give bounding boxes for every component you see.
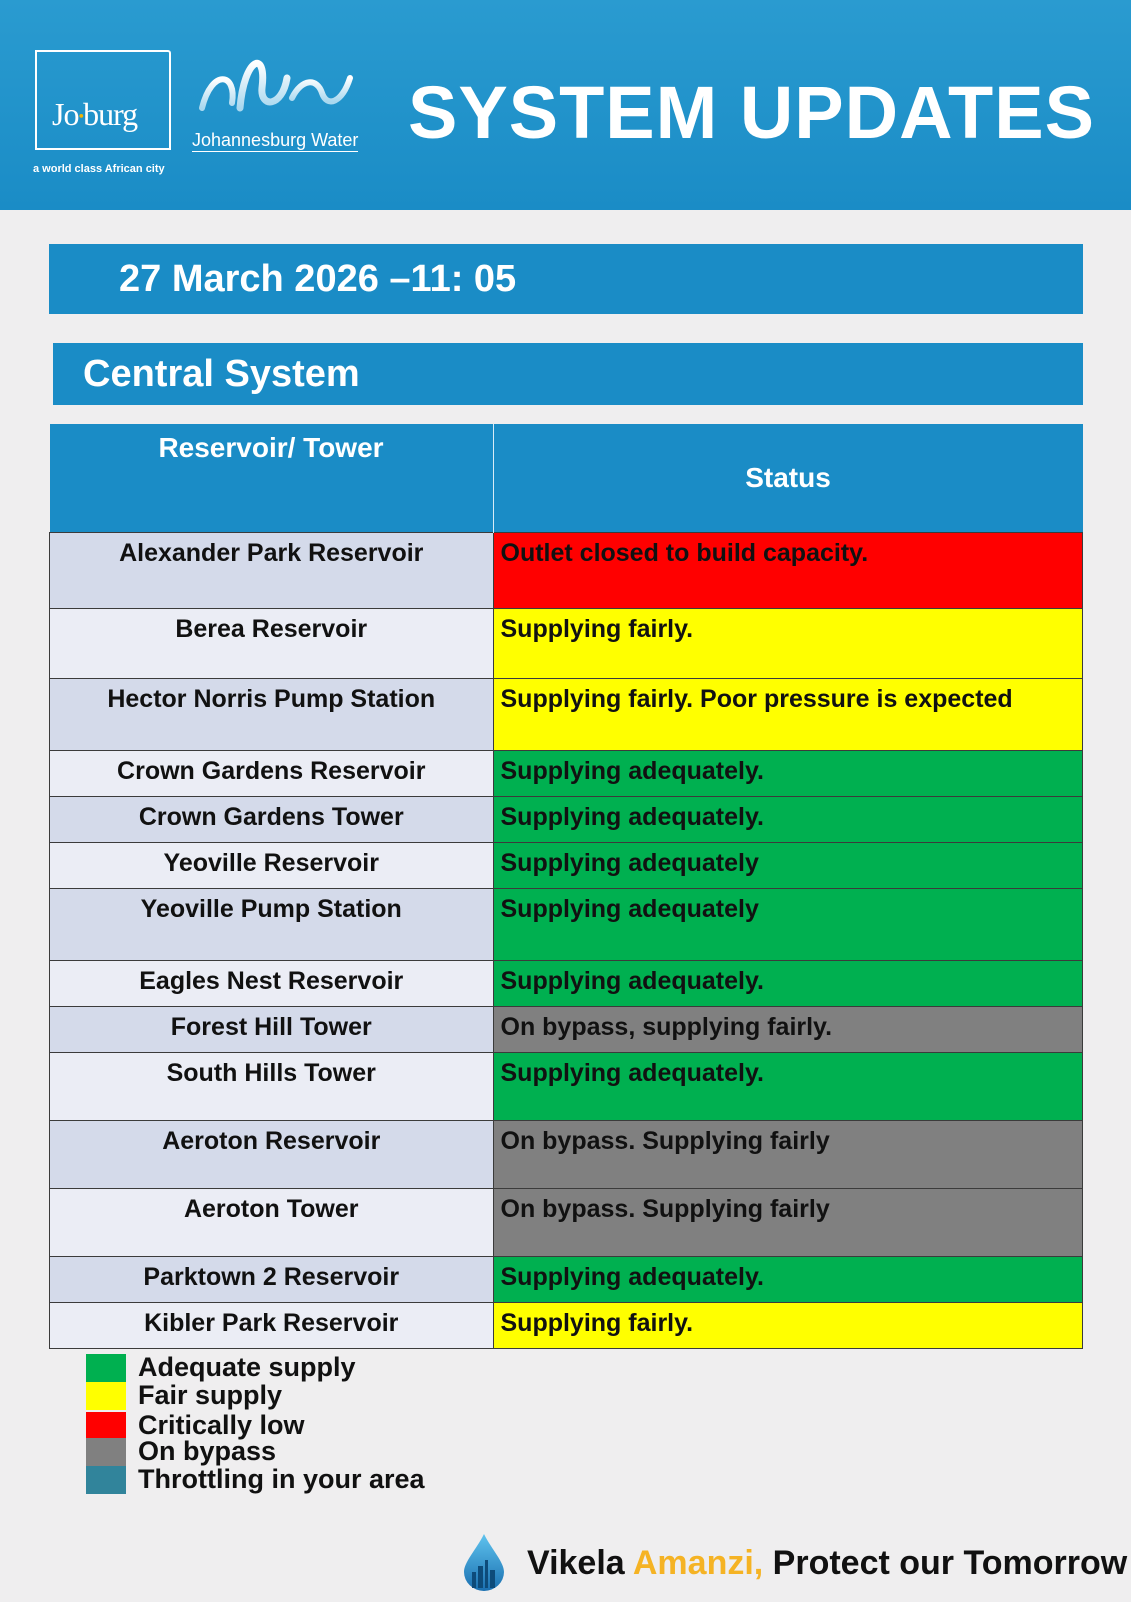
johannesburg-water-name: Johannesburg Water	[192, 130, 359, 150]
status-cell: Supplying adequately.	[493, 751, 1083, 797]
update-datetime: 27 March 2026 –11: 05	[119, 258, 517, 300]
legend-item	[86, 1354, 486, 1382]
reservoir-name: Berea Reservoir	[50, 609, 494, 679]
date-banner	[49, 244, 1083, 314]
status-table	[49, 424, 1083, 1349]
reservoir-name: Kibler Park Reservoir	[50, 1303, 494, 1349]
legend-item	[86, 1466, 486, 1494]
system-banner	[53, 343, 1083, 405]
reservoir-name: South Hills Tower	[50, 1053, 494, 1121]
table-row	[50, 961, 1083, 1007]
table-header-row	[50, 424, 1083, 533]
status-cell: Supplying adequately.	[493, 1257, 1083, 1303]
table-row	[50, 1189, 1083, 1257]
table-row	[50, 751, 1083, 797]
status-cell: Supplying adequately	[493, 843, 1083, 889]
status-cell: Supplying adequately.	[493, 1053, 1083, 1121]
reservoir-name: Aeroton Reservoir	[50, 1121, 494, 1189]
system-name: Central System	[83, 353, 360, 395]
water-drop-icon	[462, 1532, 506, 1592]
status-cell: On bypass, supplying fairly.	[493, 1007, 1083, 1053]
status-cell: On bypass. Supplying fairly	[493, 1189, 1083, 1257]
status-cell: Supplying fairly.	[493, 1303, 1083, 1349]
reservoir-name: Forest Hill Tower	[50, 1007, 494, 1053]
slogan-part1: Vikela	[527, 1544, 633, 1582]
johannesburg-water-wave-icon	[192, 48, 362, 128]
joburg-tagline: a world class African city	[33, 163, 165, 175]
table-row	[50, 679, 1083, 751]
table-row	[50, 797, 1083, 843]
joburg-logo-text: Jo•burg	[52, 96, 138, 132]
slogan-accent: Amanzi,	[632, 1544, 764, 1582]
table-row	[50, 1007, 1083, 1053]
table-row	[50, 1303, 1083, 1349]
legend-label: Throttling in your area	[138, 1464, 425, 1494]
reservoir-name: Hector Norris Pump Station	[50, 679, 494, 751]
joburg-logo	[52, 96, 137, 133]
reservoir-name: Yeoville Pump Station	[50, 889, 494, 961]
table-row	[50, 843, 1083, 889]
status-cell: Supplying fairly. Poor pressure is expected	[493, 679, 1083, 751]
status-cell: Supplying adequately	[493, 889, 1083, 961]
legend-swatch	[86, 1412, 126, 1440]
legend-swatch	[86, 1466, 126, 1494]
legend-label: On bypass	[138, 1436, 277, 1466]
status-cell: Supplying adequately.	[493, 797, 1083, 843]
reservoir-name: Aeroton Tower	[50, 1189, 494, 1257]
table-row	[50, 609, 1083, 679]
legend-item	[86, 1438, 486, 1466]
table-row	[50, 1121, 1083, 1189]
legend-swatch	[86, 1438, 126, 1466]
slogan-part2: Protect our Tomorrow	[763, 1544, 1128, 1582]
table-row	[50, 889, 1083, 961]
status-cell: Outlet closed to build capacity.	[493, 533, 1083, 609]
legend-swatch	[86, 1382, 126, 1410]
status-cell: Supplying fairly.	[493, 609, 1083, 679]
status-cell: Supplying adequately.	[493, 961, 1083, 1007]
footer-slogan	[462, 1532, 1131, 1602]
column-header-status: Status	[493, 424, 1083, 533]
reservoir-name: Yeoville Reservoir	[50, 843, 494, 889]
legend-label: Critically low	[138, 1410, 305, 1440]
table-row	[50, 1053, 1083, 1121]
legend-label: Fair supply	[138, 1380, 283, 1410]
table-row	[50, 533, 1083, 609]
reservoir-name: Alexander Park Reservoir	[50, 533, 494, 609]
reservoir-name: Crown Gardens Reservoir	[50, 751, 494, 797]
header-banner	[0, 0, 1131, 210]
status-cell: On bypass. Supplying fairly	[493, 1121, 1083, 1189]
table-row	[50, 1257, 1083, 1303]
legend-swatch	[86, 1354, 126, 1382]
reservoir-name: Parktown 2 Reservoir	[50, 1257, 494, 1303]
legend-item	[86, 1382, 486, 1410]
slogan-text	[527, 1544, 1127, 1583]
page-title: SYSTEM UPDATES	[408, 71, 1095, 154]
reservoir-name: Eagles Nest Reservoir	[50, 961, 494, 1007]
column-header-reservoir: Reservoir/ Tower	[50, 424, 494, 533]
legend-label: Adequate supply	[138, 1352, 356, 1382]
reservoir-name: Crown Gardens Tower	[50, 797, 494, 843]
